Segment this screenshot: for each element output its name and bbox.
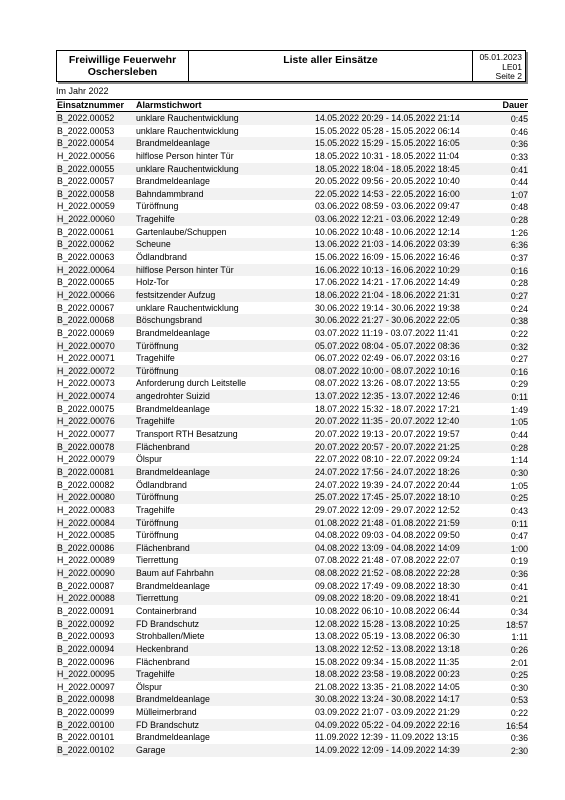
incident-number: B_2022.00092 <box>57 618 115 629</box>
incident-number: B_2022.00055 <box>57 163 115 174</box>
table-row <box>56 403 528 416</box>
table-row <box>56 630 528 643</box>
alarm-keyword: hilflose Person hinter Tür <box>136 150 234 161</box>
table-row <box>56 668 528 681</box>
incident-period: 18.05.2022 18:04 - 18.05.2022 18:45 <box>315 163 460 174</box>
incident-duration: 0:26 <box>510 644 528 655</box>
alarm-keyword: Heckenbrand <box>136 643 189 654</box>
table-row <box>56 719 528 732</box>
table-row <box>56 352 528 365</box>
alarm-keyword: Brandmeldeanlage <box>136 466 210 477</box>
table-row <box>56 567 528 580</box>
incident-duration: 0:41 <box>510 164 528 175</box>
incident-period: 22.07.2022 08:10 - 22.07.2022 09:24 <box>315 454 460 465</box>
incident-duration: 0:25 <box>510 493 528 504</box>
incident-period: 20.07.2022 20:57 - 20.07.2022 21:25 <box>315 441 460 452</box>
table-row <box>56 693 528 706</box>
alarm-keyword: Gartenlaube/Schuppen <box>136 226 227 237</box>
incident-number: H_2022.00085 <box>57 530 115 541</box>
incident-number: H_2022.00097 <box>57 681 115 692</box>
incident-number: B_2022.00054 <box>57 138 115 149</box>
incident-number: B_2022.00081 <box>57 466 115 477</box>
incident-number: H_2022.00066 <box>57 289 115 300</box>
incident-number: B_2022.00102 <box>57 745 115 756</box>
incident-duration: 0:22 <box>510 708 528 719</box>
alarm-keyword: Brandmeldeanlage <box>136 327 210 338</box>
incident-number: B_2022.00100 <box>57 719 115 730</box>
incident-period: 10.06.2022 10:48 - 10.06.2022 12:14 <box>315 226 460 237</box>
report-code: LE01 <box>502 61 522 72</box>
incident-period: 14.09.2022 12:09 - 14.09.2022 14:39 <box>315 745 460 756</box>
incident-number: H_2022.00090 <box>57 568 115 579</box>
table-header <box>56 99 528 112</box>
incident-duration: 1:49 <box>510 404 528 415</box>
table-row <box>56 618 528 631</box>
table-row <box>56 744 528 757</box>
table-row <box>56 681 528 694</box>
table-row <box>56 554 528 567</box>
alarm-keyword: Tierrettung <box>136 593 179 604</box>
alarm-keyword: festsitzender Aufzug <box>136 289 216 300</box>
incident-number: H_2022.00076 <box>57 416 115 427</box>
report-header <box>56 50 526 82</box>
organization-line-1: Freiwillige Feuerwehr <box>68 54 177 66</box>
incident-number: B_2022.00093 <box>57 631 115 642</box>
incident-period: 03.09.2022 21:07 - 03.09.2022 21:29 <box>315 707 460 718</box>
incident-duration: 0:41 <box>510 581 528 592</box>
incident-number: B_2022.00053 <box>57 125 115 136</box>
incident-duration: 0:11 <box>511 392 528 403</box>
incident-duration: 0:45 <box>510 114 528 124</box>
alarm-keyword: Tragehilfe <box>136 353 175 364</box>
alarm-keyword: Ölspur <box>136 681 162 692</box>
incident-duration: 0:19 <box>510 556 528 567</box>
incident-number: B_2022.00068 <box>57 315 115 326</box>
incident-period: 21.08.2022 13:35 - 21.08.2022 14:05 <box>315 681 460 692</box>
incident-duration: 0:28 <box>510 442 528 453</box>
incident-duration: 0:27 <box>510 290 528 301</box>
table-row <box>56 441 528 454</box>
incident-period: 07.08.2022 21:48 - 07.08.2022 22:07 <box>315 555 460 566</box>
incident-period: 20.07.2022 11:35 - 20.07.2022 12:40 <box>315 416 460 427</box>
alarm-keyword: Tierrettung <box>136 555 179 566</box>
incident-number: B_2022.00094 <box>57 643 115 654</box>
alarm-keyword: Holz-Tor <box>136 277 169 288</box>
alarm-keyword: Türöffnung <box>136 201 179 212</box>
alarm-keyword: Scheune <box>136 239 171 250</box>
incident-period: 24.07.2022 17:56 - 24.07.2022 18:26 <box>315 466 460 477</box>
table-row <box>56 592 528 605</box>
table-row <box>56 365 528 378</box>
incident-duration: 0:46 <box>510 126 528 137</box>
table-row <box>56 415 528 428</box>
table-row <box>56 390 528 403</box>
incident-duration: 0:32 <box>510 341 528 352</box>
alarm-keyword: Brandmeldeanlage <box>136 580 210 591</box>
incident-period: 01.08.2022 21:48 - 01.08.2022 21:59 <box>315 517 460 528</box>
incident-period: 16.06.2022 10:13 - 16.06.2022 10:29 <box>315 264 460 275</box>
alarm-keyword: Türöffnung <box>136 517 179 528</box>
incident-duration: 6:36 <box>510 240 528 251</box>
incident-number: B_2022.00067 <box>57 302 115 313</box>
alarm-keyword: Flächenbrand <box>136 441 190 452</box>
incident-duration: 0:37 <box>510 253 528 264</box>
table-row <box>56 656 528 669</box>
incident-duration: 1:14 <box>510 455 528 466</box>
alarm-keyword: unklare Rauchentwicklung <box>136 113 239 123</box>
table-row <box>56 453 528 466</box>
incident-number: H_2022.00059 <box>57 201 115 212</box>
incident-duration: 0:44 <box>510 430 528 441</box>
table-row <box>56 377 528 390</box>
alarm-keyword: unklare Rauchentwicklung <box>136 163 239 174</box>
alarm-keyword: Mülleimerbrand <box>136 707 197 718</box>
alarm-keyword: Brandmeldeanlage <box>136 732 210 743</box>
incident-period: 13.08.2022 05:19 - 13.08.2022 06:30 <box>315 631 460 642</box>
alarm-keyword: Brandmeldeanlage <box>136 403 210 414</box>
table-row <box>56 276 528 289</box>
incident-number: H_2022.00083 <box>57 504 115 515</box>
table-row <box>56 302 528 315</box>
table-row <box>56 238 528 251</box>
incident-period: 08.08.2022 21:52 - 08.08.2022 22:28 <box>315 568 460 579</box>
incident-period: 20.07.2022 19:13 - 20.07.2022 19:57 <box>315 429 460 440</box>
incident-period: 12.08.2022 15:28 - 13.08.2022 10:25 <box>315 618 460 629</box>
incident-table <box>56 99 528 757</box>
incident-number: H_2022.00088 <box>57 593 115 604</box>
alarm-keyword: Containerbrand <box>136 605 197 616</box>
incident-number: B_2022.00065 <box>57 277 115 288</box>
incident-duration: 0:47 <box>510 531 528 542</box>
alarm-keyword: Tragehilfe <box>136 504 175 515</box>
incident-duration: 1:00 <box>510 543 528 554</box>
incident-duration: 0:38 <box>510 316 528 327</box>
incident-duration: 0:36 <box>510 139 528 150</box>
table-row <box>56 580 528 593</box>
incident-number: H_2022.00060 <box>57 214 115 225</box>
incident-period: 18.06.2022 21:04 - 18.06.2022 21:31 <box>315 289 460 300</box>
alarm-keyword: Flächenbrand <box>136 656 190 667</box>
incident-period: 09.08.2022 17:49 - 09.08.2022 18:30 <box>315 580 460 591</box>
incident-duration: 0:28 <box>510 215 528 226</box>
incident-duration: 0:33 <box>510 151 528 162</box>
incident-duration: 0:25 <box>510 670 528 681</box>
alarm-keyword: Tragehilfe <box>136 214 175 225</box>
incident-duration: 1:11 <box>511 632 528 643</box>
column-header-alarm: Alarmstichwort <box>136 100 202 110</box>
incident-period: 30.06.2022 19:14 - 30.06.2022 19:38 <box>315 302 460 313</box>
incident-number: B_2022.00057 <box>57 176 115 187</box>
table-row <box>56 706 528 719</box>
table-row <box>56 264 528 277</box>
incident-duration: 0:48 <box>510 202 528 213</box>
incident-period: 15.06.2022 16:09 - 15.06.2022 16:46 <box>315 252 460 263</box>
report-title: Liste aller Einsätze <box>189 51 473 81</box>
incident-period: 15.08.2022 09:34 - 15.08.2022 11:35 <box>315 656 460 667</box>
table-row <box>56 466 528 479</box>
incident-duration: 0:36 <box>510 733 528 744</box>
incident-period: 18.08.2022 23:58 - 19.08.2022 00:23 <box>315 669 460 680</box>
incident-duration: 0:30 <box>510 682 528 693</box>
alarm-keyword: Brandmeldeanlage <box>136 694 210 705</box>
alarm-keyword: Türöffnung <box>136 530 179 541</box>
incident-number: H_2022.00080 <box>57 492 115 503</box>
incident-duration: 0:16 <box>510 265 528 276</box>
alarm-keyword: unklare Rauchentwicklung <box>136 302 239 313</box>
incident-duration: 1:05 <box>510 480 528 491</box>
incident-number: H_2022.00079 <box>57 454 115 465</box>
incident-number: B_2022.00086 <box>57 542 115 553</box>
alarm-keyword: Ölspur <box>136 454 162 465</box>
alarm-keyword: hilflose Person hinter Tür <box>136 264 234 275</box>
alarm-keyword: Brandmeldeanlage <box>136 138 210 149</box>
incident-period: 08.07.2022 10:00 - 08.07.2022 10:16 <box>315 365 460 376</box>
table-row <box>56 605 528 618</box>
incident-period: 29.07.2022 12:09 - 29.07.2022 12:52 <box>315 504 460 515</box>
incident-number: H_2022.00074 <box>57 391 115 402</box>
alarm-keyword: Brandmeldeanlage <box>136 176 210 187</box>
table-row <box>56 529 528 542</box>
incident-number: B_2022.00087 <box>57 580 115 591</box>
incident-period: 18.05.2022 10:31 - 18.05.2022 11:04 <box>315 150 460 161</box>
page-number: Seite 2 <box>495 71 522 81</box>
incident-period: 15.05.2022 05:28 - 15.05.2022 06:14 <box>315 125 460 136</box>
incident-period: 13.06.2022 21:03 - 14.06.2022 03:39 <box>315 239 460 250</box>
alarm-keyword: Tragehilfe <box>136 416 175 427</box>
incident-number: H_2022.00089 <box>57 555 115 566</box>
incident-period: 30.08.2022 13:24 - 30.08.2022 14:17 <box>315 694 460 705</box>
incident-duration: 0:11 <box>511 518 528 529</box>
table-row <box>56 251 528 264</box>
incident-number: B_2022.00058 <box>57 188 115 199</box>
incident-number: B_2022.00063 <box>57 252 115 263</box>
incident-period: 04.08.2022 09:03 - 04.08.2022 09:50 <box>315 530 460 541</box>
incident-duration: 0:44 <box>510 177 528 188</box>
incident-period: 17.06.2022 14:21 - 17.06.2022 14:49 <box>315 277 460 288</box>
incident-number: B_2022.00078 <box>57 441 115 452</box>
column-header-nr: Einsatznummer <box>57 100 125 110</box>
table-row <box>56 542 528 555</box>
alarm-keyword: Transport RTH Besatzung <box>136 429 238 440</box>
table-row <box>56 226 528 239</box>
alarm-keyword: angedrohter Suizid <box>136 391 210 402</box>
incident-duration: 16:54 <box>505 720 528 731</box>
incident-number: B_2022.00052 <box>57 113 115 123</box>
table-row <box>56 175 528 188</box>
incident-duration: 0:43 <box>510 505 528 516</box>
incident-duration: 1:26 <box>510 227 528 238</box>
table-row <box>56 112 528 125</box>
table-row <box>56 491 528 504</box>
alarm-keyword: Böschungsbrand <box>136 315 203 326</box>
incident-period: 08.07.2022 13:26 - 08.07.2022 13:55 <box>315 378 460 389</box>
incident-period: 25.07.2022 17:45 - 25.07.2022 18:10 <box>315 492 460 503</box>
incident-period: 20.05.2022 09:56 - 20.05.2022 10:40 <box>315 176 460 187</box>
incident-duration: 0:29 <box>510 379 528 390</box>
incident-number: H_2022.00095 <box>57 669 115 680</box>
incident-number: B_2022.00099 <box>57 707 115 718</box>
incident-duration: 18:57 <box>505 619 528 630</box>
incident-duration: 0:30 <box>510 467 528 478</box>
incident-number: H_2022.00084 <box>57 517 115 528</box>
incident-period: 09.08.2022 18:20 - 09.08.2022 18:41 <box>315 593 460 604</box>
incident-period: 15.05.2022 15:29 - 15.05.2022 16:05 <box>315 138 460 149</box>
table-row <box>56 517 528 530</box>
alarm-keyword: Anforderung durch Leitstelle <box>136 378 247 389</box>
alarm-keyword: Baum auf Fahrbahn <box>136 568 214 579</box>
incident-number: B_2022.00062 <box>57 239 115 250</box>
incident-duration: 0:36 <box>510 569 528 580</box>
report-date: 05.01.2023 <box>479 52 522 62</box>
incident-number: H_2022.00077 <box>57 429 115 440</box>
alarm-keyword: Türöffnung <box>136 365 179 376</box>
table-row <box>56 213 528 226</box>
incident-period: 18.07.2022 15:32 - 18.07.2022 17:21 <box>315 403 460 414</box>
table-row <box>56 731 528 744</box>
alarm-keyword: Türöffnung <box>136 340 179 351</box>
table-row <box>56 340 528 353</box>
incident-duration: 0:34 <box>510 606 528 617</box>
incident-number: H_2022.00056 <box>57 150 115 161</box>
alarm-keyword: Ödlandbrand <box>136 479 187 490</box>
alarm-keyword: FD Brandschutz <box>136 719 200 730</box>
incident-period: 13.08.2022 12:52 - 13.08.2022 13:18 <box>315 643 460 654</box>
alarm-keyword: Ödlandbrand <box>136 252 187 263</box>
incident-number: H_2022.00072 <box>57 365 115 376</box>
table-row <box>56 188 528 201</box>
incident-period: 11.09.2022 12:39 - 11.09.2022 13:15 <box>315 732 459 743</box>
table-row <box>56 314 528 327</box>
incident-duration: 0:16 <box>510 366 528 377</box>
incident-period: 24.07.2022 19:39 - 24.07.2022 20:44 <box>315 479 460 490</box>
incident-period: 03.06.2022 08:59 - 03.06.2022 09:47 <box>315 201 460 212</box>
incident-number: B_2022.00069 <box>57 327 115 338</box>
incident-number: B_2022.00061 <box>57 226 115 237</box>
alarm-keyword: Strohballen/Miete <box>136 631 205 642</box>
incident-period: 03.06.2022 12:21 - 03.06.2022 12:49 <box>315 214 460 225</box>
incident-duration: 0:21 <box>510 594 528 605</box>
incident-number: H_2022.00073 <box>57 378 115 389</box>
incident-period: 06.07.2022 02:49 - 06.07.2022 03:16 <box>315 353 460 364</box>
incident-duration: 2:01 <box>510 657 528 668</box>
incident-duration: 1:07 <box>510 189 528 200</box>
table-row <box>56 289 528 302</box>
table-body <box>56 112 528 757</box>
incident-duration: 1:05 <box>510 417 528 428</box>
report-subtitle: Im Jahr 2022 <box>56 86 109 96</box>
incident-number: H_2022.00064 <box>57 264 115 275</box>
incident-number: B_2022.00075 <box>57 403 115 414</box>
incident-number: B_2022.00101 <box>57 732 115 743</box>
table-row <box>56 137 528 150</box>
alarm-keyword: Flächenbrand <box>136 542 190 553</box>
table-row <box>56 163 528 176</box>
table-row <box>56 479 528 492</box>
incident-number: H_2022.00070 <box>57 340 115 351</box>
incident-period: 13.07.2022 12:35 - 13.07.2022 12:46 <box>315 391 460 402</box>
incident-period: 04.08.2022 13:09 - 04.08.2022 14:09 <box>315 542 460 553</box>
incident-number: B_2022.00091 <box>57 605 115 616</box>
table-row <box>56 125 528 138</box>
incident-number: B_2022.00098 <box>57 694 115 705</box>
incident-duration: 2:30 <box>510 746 528 757</box>
incident-period: 10.08.2022 06:10 - 10.08.2022 06:44 <box>315 605 460 616</box>
alarm-keyword: Bahndammbrand <box>136 188 204 199</box>
incident-duration: 0:28 <box>510 278 528 289</box>
table-row <box>56 504 528 517</box>
alarm-keyword: Türöffnung <box>136 492 179 503</box>
incident-period: 04.09.2022 05:22 - 04.09.2022 22:16 <box>315 719 460 730</box>
alarm-keyword: Tragehilfe <box>136 669 175 680</box>
alarm-keyword: Garage <box>136 745 166 756</box>
incident-period: 22.05.2022 14:53 - 22.05.2022 16:00 <box>315 188 460 199</box>
incident-period: 03.07.2022 11:19 - 03.07.2022 11:41 <box>315 327 459 338</box>
incident-period: 05.07.2022 08:04 - 05.07.2022 08:36 <box>315 340 460 351</box>
alarm-keyword: FD Brandschutz <box>136 618 200 629</box>
incident-number: H_2022.00071 <box>57 353 115 364</box>
incident-duration: 0:24 <box>510 303 528 314</box>
incident-period: 30.06.2022 21:27 - 30.06.2022 22:05 <box>315 315 460 326</box>
incident-duration: 0:53 <box>510 695 528 706</box>
table-row <box>56 643 528 656</box>
incident-number: B_2022.00082 <box>57 479 115 490</box>
report-meta <box>473 51 525 81</box>
incident-duration: 0:22 <box>510 328 528 339</box>
table-row <box>56 428 528 441</box>
incident-period: 14.05.2022 20:29 - 14.05.2022 21:14 <box>315 113 460 123</box>
organization-line-2: Oschersleben <box>87 66 158 78</box>
incident-duration: 0:27 <box>510 354 528 365</box>
table-row <box>56 200 528 213</box>
column-header-duration: Dauer <box>502 100 528 110</box>
organization-name <box>57 51 189 81</box>
table-row <box>56 327 528 340</box>
incident-number: B_2022.00096 <box>57 656 115 667</box>
table-row <box>56 150 528 163</box>
alarm-keyword: unklare Rauchentwicklung <box>136 125 239 136</box>
